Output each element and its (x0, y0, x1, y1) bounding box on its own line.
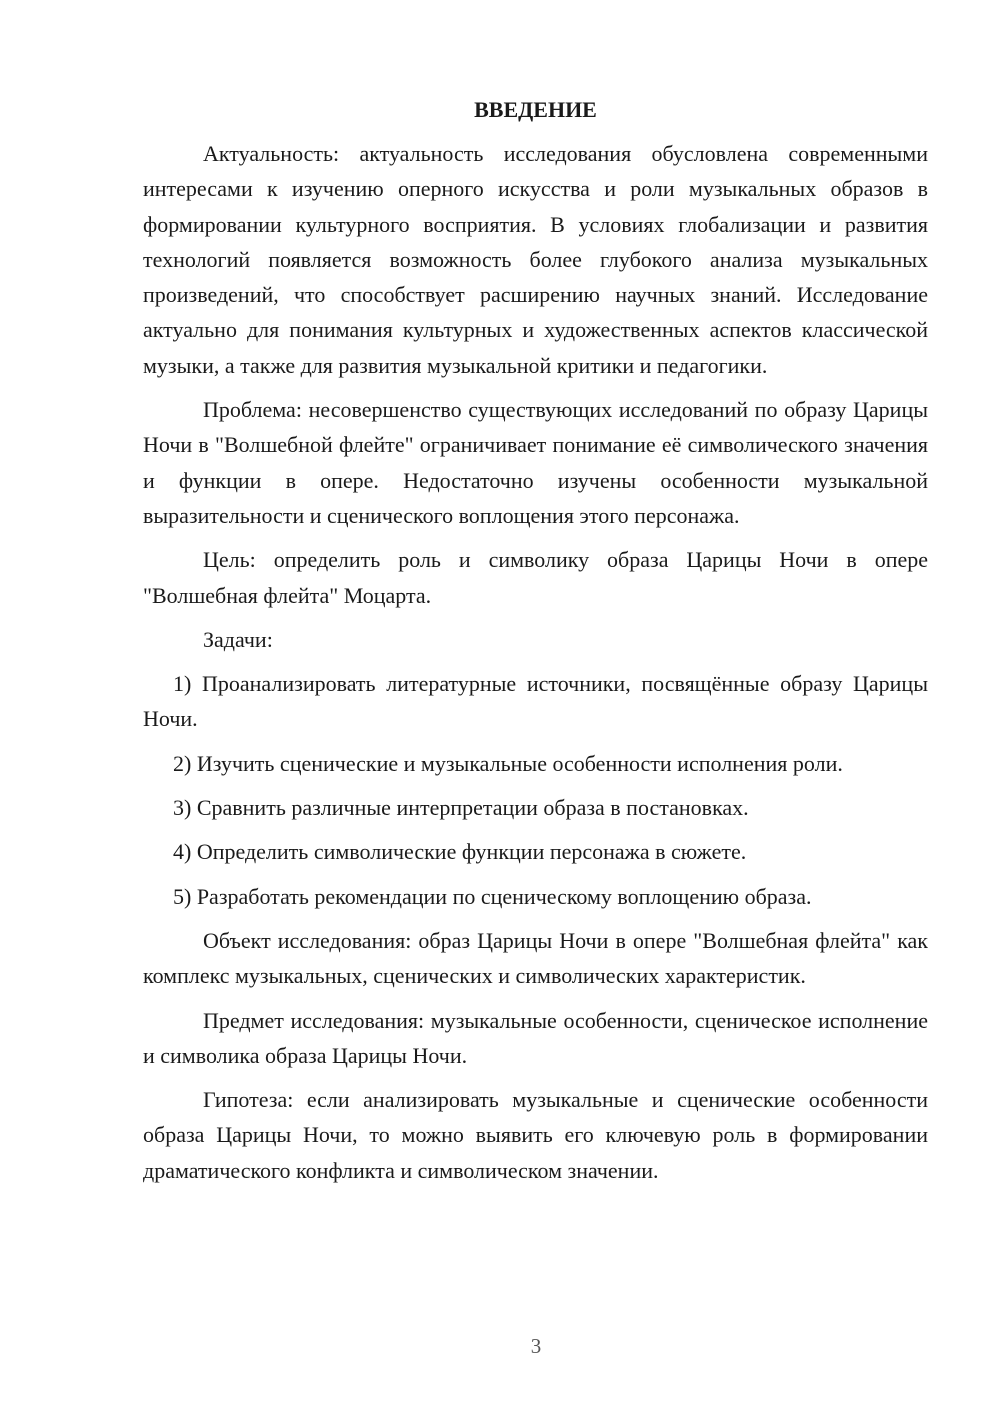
task-item-3: 3) Сравнить различные интерпретации образа в постановках. (173, 795, 749, 821)
paragraph-problem: Проблема: несовершенство существующих исследований по образу Царицы Ночи в "Волшебной флейте" ограничивает понимание её символического значения и функции в опере. Недостаточно изучены особенности музыкальной выразительности и сценического воплощения этого персонажа. (143, 397, 928, 528)
paragraph-subject: Предмет исследования: музыкальные особенности, сценическое исполнение и символика образа Царицы Ночи. (143, 1007, 928, 1068)
task-item-5: 5) Разработать рекомендации по сценическому воплощению образа. (173, 883, 812, 909)
task-item-2: 2) Изучить сценические и музыкальные особенности исполнения роли. (173, 750, 843, 776)
section-title: ВВЕДЕНИЕ (474, 97, 597, 122)
document-page (143, 94, 928, 1197)
paragraph-relevance: Актуальность: актуальность исследования обусловлена современными интересами к изучению оперного искусства и роли музыкальных образов в формировании культурного восприятия. В условиях глобализации и развития технологий появляется возможность более глубокого анализа музыкальных произведений, что способствует расширению научных знаний. Исследование актуально для понимания культурных и художественных аспектов классической музыки, а также для развития музыкальной критики и педагогики. (143, 141, 928, 378)
page-number: 3 (530, 1334, 542, 1358)
task-item-1: 1) Проанализировать литературные источники, посвящённые образу Царицы Ночи. (143, 671, 928, 732)
tasks-heading: Задачи: (203, 626, 273, 652)
paragraph-goal: Цель: определить роль и символику образа Царицы Ночи в опере "Волшебная флейта" Моцарта. (143, 547, 928, 608)
paragraph-object: Объект исследования: образ Царицы Ночи в опере "Волшебная флейта" как комплекс музыкальных, сценических и символических характеристик. (143, 927, 928, 989)
task-item-4: 4) Определить символические функции персонажа в сюжете. (173, 839, 747, 865)
paragraph-hypothesis: Гипотеза: если анализировать музыкальные и сценические особенности образа Царицы Ночи, то можно выявить его ключевую роль в формировании драматического конфликта и символическом значении. (143, 1087, 928, 1183)
